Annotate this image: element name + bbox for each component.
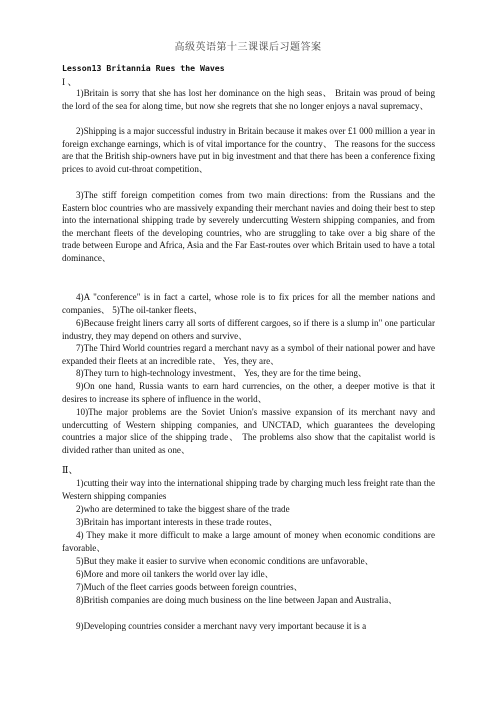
answer-1-4: 4)A "conference" is in fact a cartel, whose role is to fix prices for all the member nations and companies、 5)The oil-tanker fleets、 <box>62 292 435 315</box>
answer-1-9: 9)On one hand, Russia wants to earn hard currencies, on the other, a deeper motive is that it desires to increase its sphere of influence in the world、 <box>62 381 435 404</box>
answer-1-3: 3)The stiff foreign competition comes from two main directions: from the Russians and the Eastern bloc countries who are massively expanding their merchant navies and doing their best to step into the international shipping trade by severely undercutting Western shipping companies, and from the merchant fleets of the developing countries, who are struggling to take over a big share of the trade between Europe and Africa, Asia and the Far East-routes over which Britain used to have a total dominance、 <box>62 190 435 263</box>
answer-2-4: 4) They make it more difficult to make a large amount of money when economic conditions are favorable、 <box>62 530 435 553</box>
answer-2-8: 8)British companies are doing much business on the line between Japan and Australia、 <box>76 595 398 605</box>
answer-2-9: 9)Developing countries consider a merchant navy very important because it is a <box>76 621 367 631</box>
answer-2-7: 7)Much of the fleet carries goods between foreign countries、 <box>76 582 303 592</box>
answer-2-5: 5)But they make it easier to survive when economic conditions are unfavorable、 <box>76 556 374 566</box>
page-header: 高级英语第十三课课后习题答案 <box>174 42 322 53</box>
answer-2-3: 3)Britain has important interests in these trade routes、 <box>76 517 278 527</box>
answer-1-2: 2)Shipping is a major successful industry in Britain because it makes over £1 000 million a year in foreign exchange earnings, which is of vital importance for the country、 The reasons for the success are that the British ship-owners have put in big investment and that there has been a conference fixing prices to avoid cut-throat competition、 <box>62 126 435 174</box>
answer-2-2: 2)who are determined to take the biggest share of the trade <box>76 504 290 514</box>
answer-1-1: 1)Britain is sorry that she has lost her dominance on the high seas、 Britain was proud of being the lord of the sea for along time, but now she regrets that she no longer enjoys a naval supremacy、 <box>62 88 435 111</box>
answer-1-10: 10)The major problems are the Soviet Union's massive expansion of its merchant navy and undercutting of Western shipping companies, and UNCTAD, which guarantees the developing countries a major slice of the shipping trade、 The problems also show that the capitalist world is divided rather than united as one、 <box>62 407 435 455</box>
section-2-label: Ⅱ、 <box>62 466 78 476</box>
answer-2-1: 1)cutting their way into the international shipping trade by charging much less freight rate than the Western shipping companies <box>62 478 435 501</box>
answer-1-8: 8)They turn to high-technology investment、 Yes, they are for the time being、 <box>76 368 368 378</box>
lesson-title: Lesson13 Britannia Rues the Waves <box>62 63 225 73</box>
answer-1-7: 7)The Third World countries regard a merchant navy as a symbol of their national power and have expanded their fleets at an incredible rate、 Yes, they are、 <box>62 343 435 366</box>
answer-1-6: 6)Because freight liners carry all sorts of different cargoes, so if there is a slump in" one particular industry, they may depend on others and survive、 <box>62 318 435 341</box>
section-1-label: I 、 <box>62 78 78 88</box>
answer-2-6: 6)More and more oil tankers the world over lay idle、 <box>76 569 274 579</box>
